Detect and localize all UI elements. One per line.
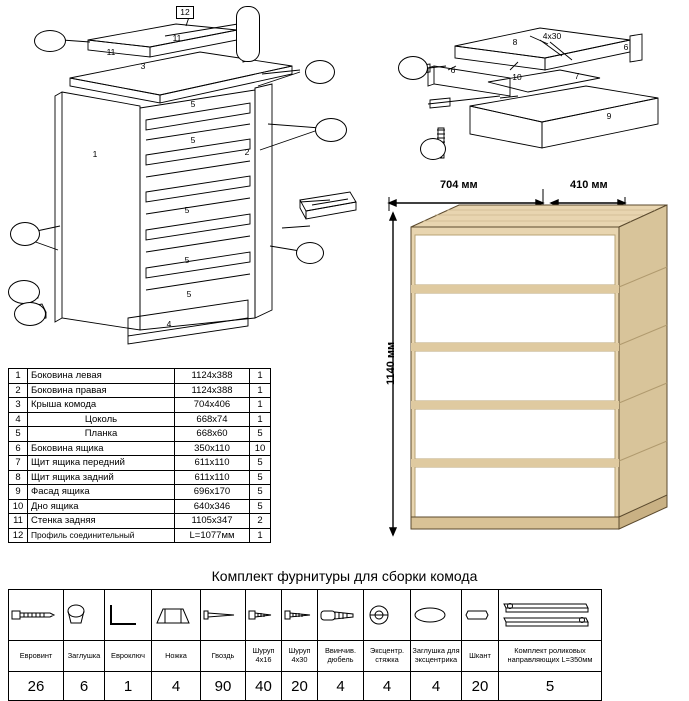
callout-bubble [315, 118, 347, 142]
part-index: 10 [9, 499, 28, 514]
euro-screw-icon [9, 590, 64, 641]
callout-number-7: 7 [574, 71, 580, 81]
table-row [9, 398, 271, 413]
table-row [9, 499, 271, 514]
part-index: 9 [9, 485, 28, 500]
parts-table [8, 368, 271, 543]
part-name: Дно ящика [28, 499, 175, 514]
part-dimension: 611х110 [175, 470, 250, 485]
hardware-name: Заглушка [64, 641, 105, 672]
hardware-count: 6 [64, 672, 105, 701]
part-dimension: 350х110 [175, 441, 250, 456]
hardware-count: 5 [499, 672, 602, 701]
callout-number-5: 5 [184, 255, 190, 265]
hardware-count: 20 [462, 672, 499, 701]
cam-cover-icon [411, 590, 462, 641]
screw-4x30-icon [282, 590, 318, 641]
callout-number-1: 1 [92, 149, 98, 159]
callout-number-10: 10 [512, 72, 522, 82]
allen-key-icon [105, 590, 152, 641]
part-index: 3 [9, 398, 28, 413]
part-dimension: 1105х347 [175, 514, 250, 529]
part-dimension: 704х406 [175, 398, 250, 413]
hardware-count: 26 [9, 672, 64, 701]
part-name: Боковина левая [28, 369, 175, 384]
callout-bubble [10, 222, 40, 246]
width-dimension-label: 704 мм [440, 179, 478, 191]
part-quantity: 1 [250, 383, 271, 398]
part-quantity: 1 [250, 528, 271, 543]
hardware-count: 1 [105, 672, 152, 701]
hardware-counts-row [9, 672, 602, 701]
part-quantity: 10 [250, 441, 271, 456]
parts-table-body [9, 369, 271, 543]
part-quantity: 5 [250, 499, 271, 514]
callout-number-9: 9 [606, 111, 612, 121]
table-row [9, 427, 271, 442]
part-quantity: 2 [250, 514, 271, 529]
hardware-name: Комплект роликовых направляющих L=350мм [499, 641, 602, 672]
table-row [9, 470, 271, 485]
part-quantity: 1 [250, 369, 271, 384]
part-name: Цоколь [28, 412, 175, 427]
hardware-name: Заглушка для эксцентрика [411, 641, 462, 672]
dowel-pin-icon [462, 590, 499, 641]
part-index: 11 [9, 514, 28, 529]
hardware-name: Евровинт [9, 641, 64, 672]
callout-bubble [305, 60, 335, 84]
part-dimension: L=1077мм [175, 528, 250, 543]
part-name: Стенка задняя [28, 514, 175, 529]
hardware-table [8, 589, 602, 701]
hardware-name: Ножка [152, 641, 201, 672]
part-quantity: 5 [250, 456, 271, 471]
callout-number-12: 12 [176, 6, 194, 19]
slide-rails-icon [499, 590, 602, 641]
callout-number-6-a: 6 [450, 65, 456, 75]
hardware-name: Шуруп 4х16 [246, 641, 282, 672]
hardware-name: Евроключ [105, 641, 152, 672]
callout-number-5: 5 [190, 99, 196, 109]
part-dimension: 668х60 [175, 427, 250, 442]
part-dimension: 640х346 [175, 499, 250, 514]
callout-bubble [236, 6, 260, 62]
depth-dimension-label: 410 мм [570, 179, 608, 191]
table-row [9, 412, 271, 427]
hardware-count: 4 [318, 672, 364, 701]
height-dimension-label: 1140 мм [385, 341, 397, 385]
cap-plug-icon [64, 590, 105, 641]
part-name: Боковина ящика [28, 441, 175, 456]
part-quantity: 1 [250, 412, 271, 427]
hardware-count: 4 [411, 672, 462, 701]
table-row [9, 485, 271, 500]
part-quantity: 1 [250, 398, 271, 413]
part-name: Боковина правая [28, 383, 175, 398]
part-quantity: 5 [250, 470, 271, 485]
table-row [9, 369, 271, 384]
callout-number-4: 4 [166, 319, 172, 329]
dowel-icon [318, 590, 364, 641]
part-dimension: 668х74 [175, 412, 250, 427]
callout-number-5: 5 [184, 205, 190, 215]
drawer-exploded-diagram [390, 0, 689, 170]
part-name: Планка [28, 427, 175, 442]
hardware-name: Ввинчив. дюбель [318, 641, 364, 672]
screw-4x16-icon [246, 590, 282, 641]
hardware-count: 20 [282, 672, 318, 701]
callout-number-2: 2 [244, 147, 250, 157]
hardware-count: 40 [246, 672, 282, 701]
hardware-section-title: Комплект фурнитуры для сборки комода [211, 568, 478, 584]
cam-lock-icon [364, 590, 411, 641]
table-row [9, 528, 271, 543]
callout-number-5: 5 [186, 289, 192, 299]
nail-icon [201, 590, 246, 641]
part-name: Крыша комода [28, 398, 175, 413]
hardware-count: 90 [201, 672, 246, 701]
callout-number-3: 3 [140, 61, 146, 71]
table-row [9, 514, 271, 529]
part-quantity: 5 [250, 485, 271, 500]
part-quantity: 5 [250, 427, 271, 442]
table-row [9, 383, 271, 398]
part-name: Щит ящика задний [28, 470, 175, 485]
hardware-name: Шкант [462, 641, 499, 672]
part-name: Щит ящика передний [28, 456, 175, 471]
part-dimension: 611х110 [175, 456, 250, 471]
table-row [9, 456, 271, 471]
leg-icon [152, 590, 201, 641]
cabinet-exploded-svg [0, 0, 380, 365]
part-dimension: 1124х388 [175, 369, 250, 384]
hardware-icons-row [9, 590, 602, 641]
part-index: 6 [9, 441, 28, 456]
part-index: 8 [9, 470, 28, 485]
callout-bubble [8, 280, 40, 304]
part-dimension: 1124х388 [175, 383, 250, 398]
callout-number-5: 5 [190, 135, 196, 145]
callout-number-6-b: 6 [623, 42, 629, 52]
hardware-count: 4 [364, 672, 411, 701]
part-index: 5 [9, 427, 28, 442]
hardware-name: Шуруп 4х30 [282, 641, 318, 672]
callout-number-11-b: 11 [172, 33, 182, 43]
part-index: 1 [9, 369, 28, 384]
callout-bubble [14, 302, 46, 326]
part-index: 4 [9, 412, 28, 427]
cabinet-render-panel [375, 175, 689, 560]
hardware-names-row [9, 641, 602, 672]
part-name: Профиль соединительный [28, 528, 175, 543]
callout-bubble [34, 30, 66, 52]
cabinet-render-svg [375, 175, 689, 560]
callout-bubble [398, 56, 428, 80]
callout-bubble [296, 242, 324, 264]
hardware-name: Эксцентр. стяжка [364, 641, 411, 672]
part-name: Фасад ящика [28, 485, 175, 500]
callout-label-4x30: 4x30 [542, 31, 562, 41]
cabinet-exploded-diagram [0, 0, 380, 365]
part-index: 2 [9, 383, 28, 398]
part-index: 12 [9, 528, 28, 543]
table-row [9, 441, 271, 456]
part-index: 7 [9, 456, 28, 471]
part-dimension: 696х170 [175, 485, 250, 500]
callout-number-8: 8 [512, 37, 518, 47]
callout-bubble [420, 138, 446, 160]
callout-number-11-a: 11 [106, 47, 116, 57]
hardware-name: Гвоздь [201, 641, 246, 672]
hardware-count: 4 [152, 672, 201, 701]
